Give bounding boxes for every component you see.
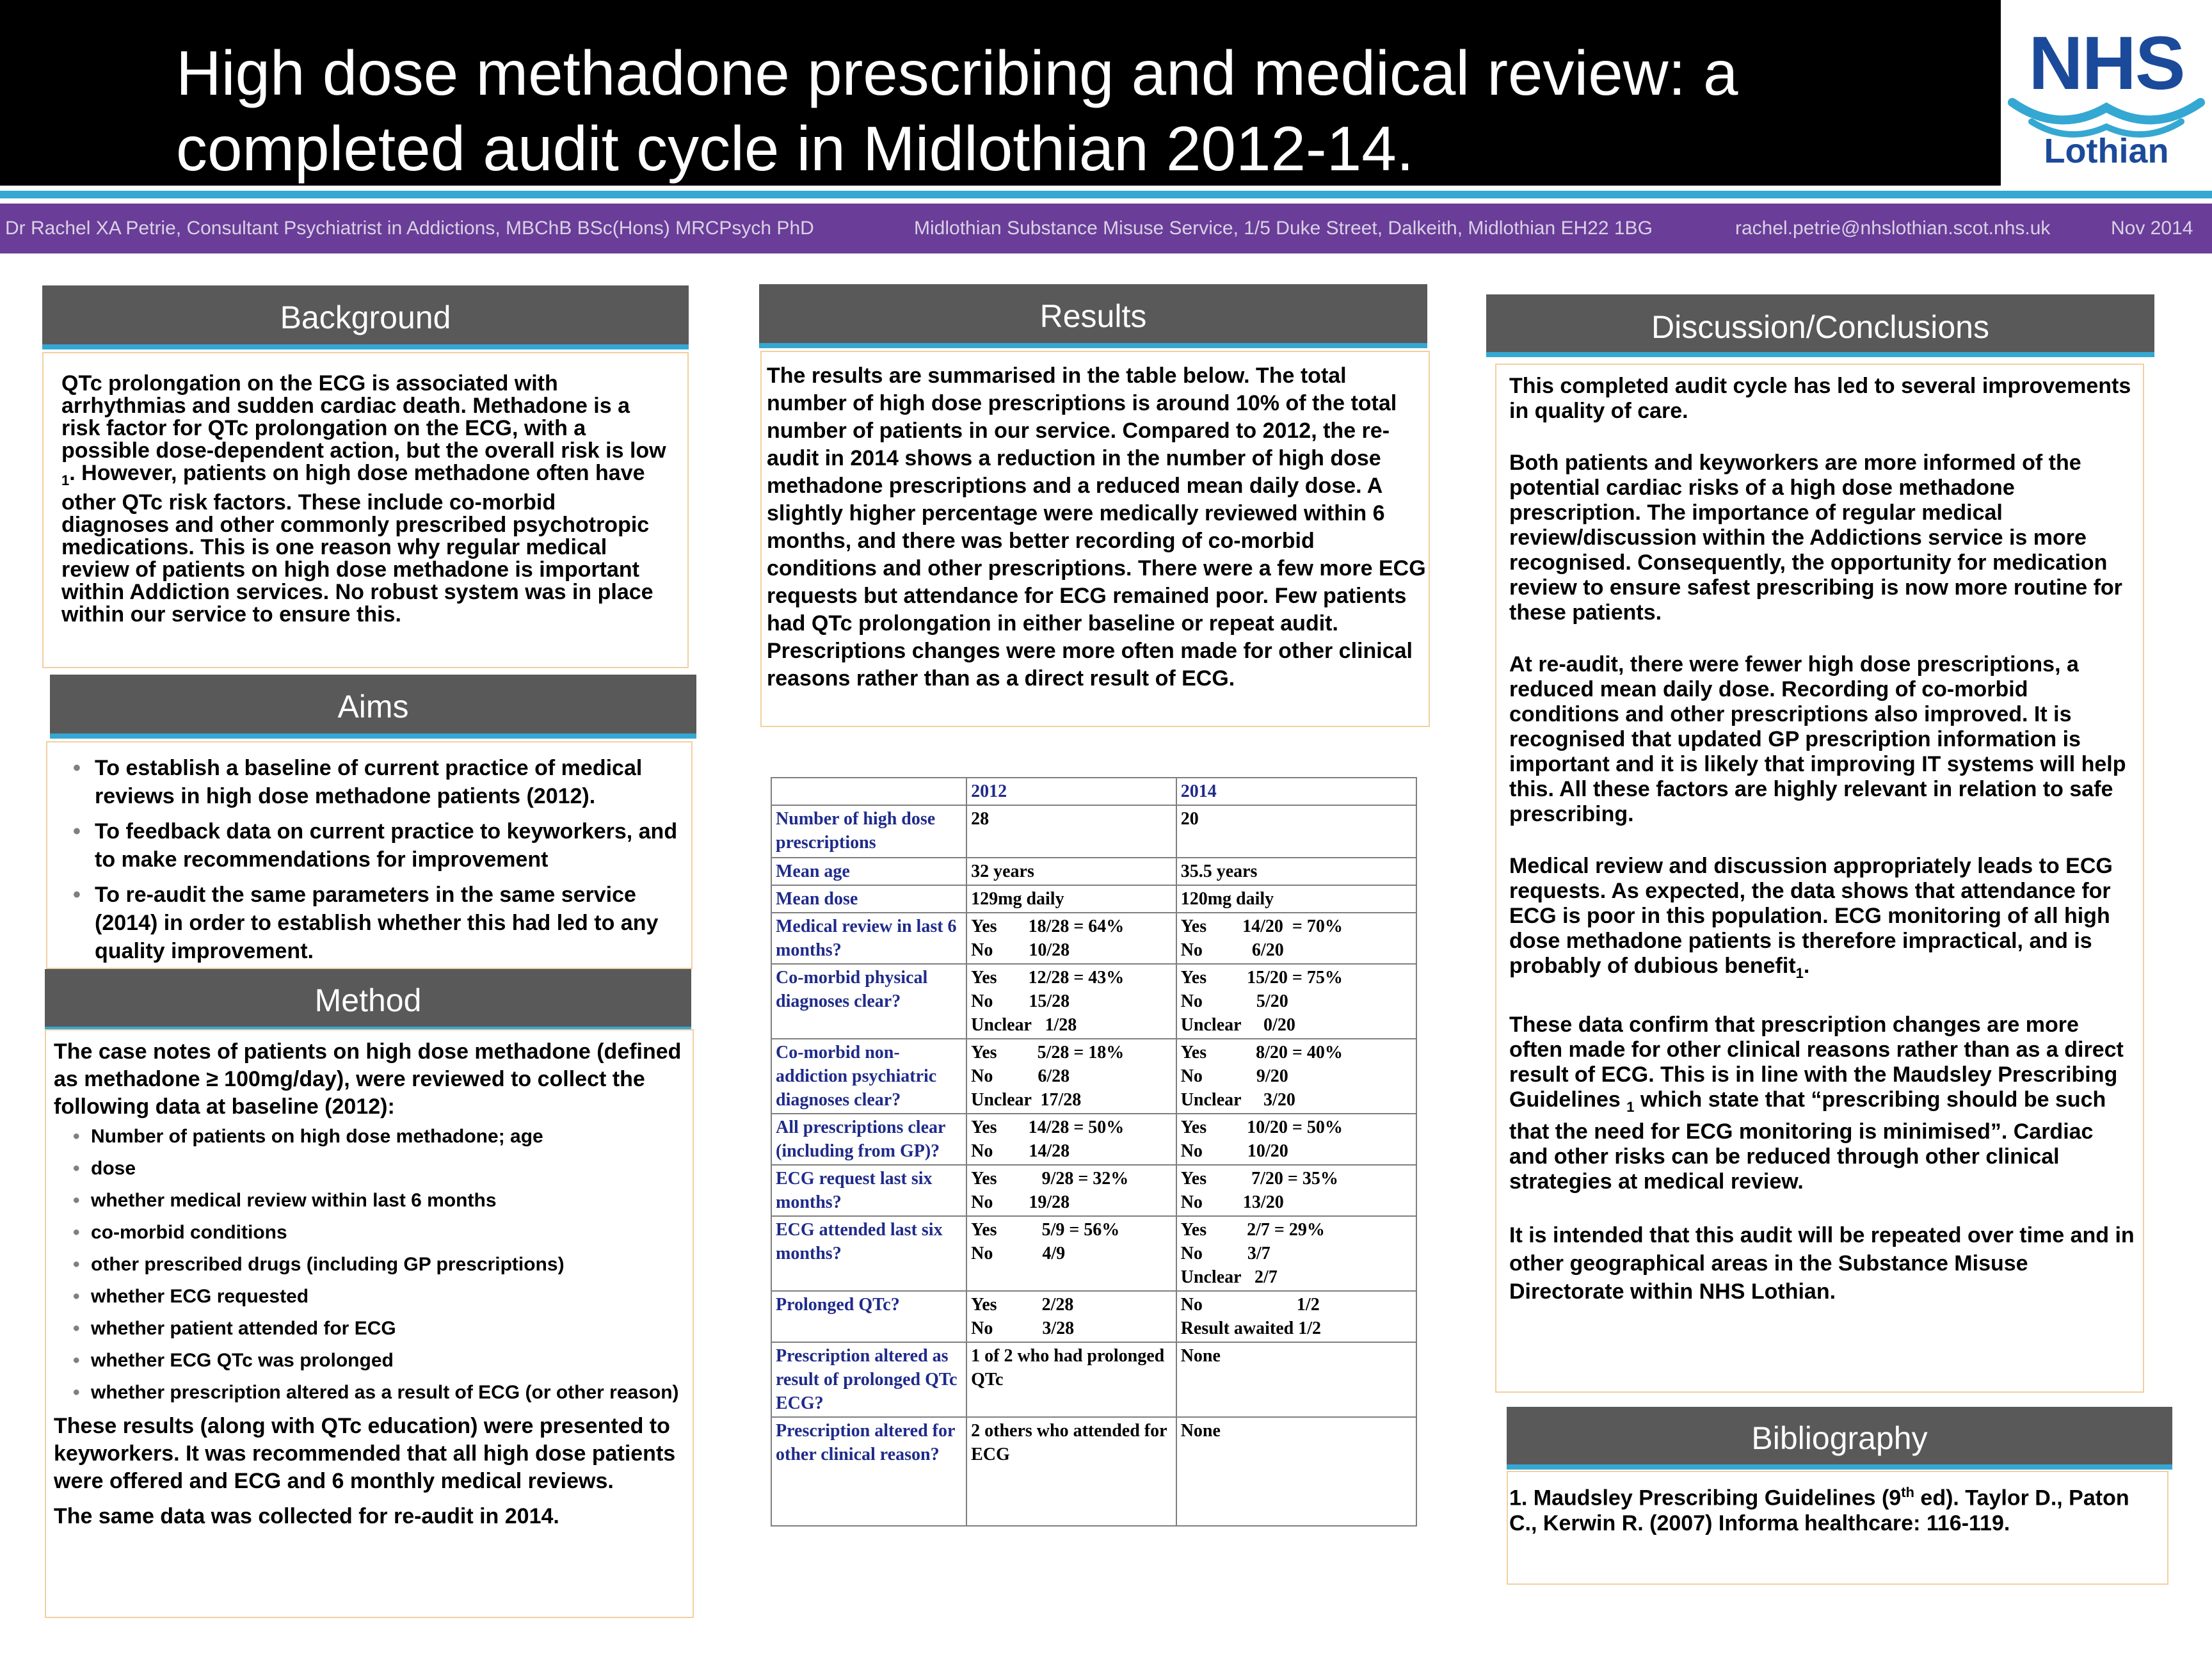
cell-2012: 2 others who attended for ECG	[966, 1417, 1176, 1526]
cell-2014: Yes 7/20 = 35% No 13/20	[1176, 1165, 1416, 1216]
aims-list	[56, 754, 684, 965]
cell-2014: None	[1176, 1342, 1416, 1417]
row-label: ECG attended last six months?	[771, 1216, 966, 1291]
discussion-para: Medical review and discussion appropriately leads to ECG requests. As expected, the data shows that attendance for ECG is poor in this population. ECG monitoring of all high dose methadone patients is therefore impractical, and is probably of dubious benefit$_1$.	[1509, 854, 2113, 981]
list-item: • To establish a baseline of current practice of medical reviews in high dose methadone patients (2012).	[56, 754, 684, 810]
results-text: The results are summarised in the table below. The total number of high dose prescriptions is around 10% of the total number of patients in our service. Compared to 2012, the re-audit in 2014 shows a reduction in the number of high dose methadone prescriptions and a reduced mean daily dose. A slightly higher percentage were medically reviewed within 6 months, and there was better recording of co-morbid conditions and other prescriptions. There were a few more ECG requests but attendance for ECG remained poor. Few patients had QTc prolongation in either baseline or repeat audit. Prescriptions changes were more often made for other clinical reasons rather than as a direct result of ECG.	[767, 364, 1426, 691]
row-label: Co-morbid physical diagnoses clear?	[771, 964, 966, 1039]
table-row	[771, 1165, 1416, 1216]
cell-2014: Yes 14/20 = 70% No 6/20	[1176, 913, 1416, 964]
author-email[interactable]: rachel.petrie@nhslothian.scot.nhs.uk	[1735, 218, 2051, 239]
table-row	[771, 913, 1416, 964]
background-text: QTc prolongation on the ECG is associated with arrhythmias and sudden cardiac death. Methadone is a risk factor for QTc prolongation on the ECG, with a possible dose-dependent action, but the overall risk is low $_1$. However, patients on high dose methadone often have other QTc risk factors. These include co-morbid diagnoses and other commonly prescribed psychotropic medications. This is one reason why regular medical review of patients on high dose methadone is important within Addiction services. No robust system was in place within our service to ensure this.	[61, 371, 666, 627]
background-heading: Background	[42, 285, 689, 349]
table-row	[771, 1039, 1416, 1114]
list-item: • other prescribed drugs (including GP prescriptions)	[54, 1253, 685, 1276]
cell-2014: Yes 8/20 = 40% No 9/20 Unclear 3/20	[1176, 1039, 1416, 1114]
list-item: • whether medical review within last 6 months	[54, 1189, 685, 1212]
method-heading: Method	[45, 969, 691, 1032]
table-row	[771, 805, 1416, 858]
cell-2014: 35.5 years	[1176, 858, 1416, 885]
table-row	[771, 1291, 1416, 1342]
results-heading: Results	[759, 284, 1427, 348]
list-item: • To re-audit the same parameters in the same service (2014) in order to establish whether this had led to any quality improvement.	[56, 881, 684, 965]
cell-2012: 28	[966, 805, 1176, 858]
aims-heading: Aims	[50, 675, 696, 739]
row-label: ECG request last six months?	[771, 1165, 966, 1216]
bibliography-box	[1507, 1471, 2168, 1585]
bibliography-heading: Bibliography	[1507, 1407, 2172, 1470]
discussion-para: This completed audit cycle has led to several improvements in quality of care.	[1509, 374, 2131, 423]
method-intro: The case notes of patients on high dose methadone (defined as methadone ≥ 100mg/day), were reviewed to collect the following data at baseline (2012):	[54, 1039, 682, 1119]
discussion-para: These data confirm that prescription changes are more often made for other clinical reasons rather than as a direct result of ECG. This is in line with the Maudsley Prescribing Guidelines $_1$ which state that “prescribing should be such that the need for ECG monitoring is minimised”. Cardiac and other risks can be reduced through other clinical strategies at medical review.	[1509, 1012, 2124, 1194]
table-row	[771, 964, 1416, 1039]
list-item: • co-morbid conditions	[54, 1221, 685, 1244]
cell-2012: 1 of 2 who had prolonged QTc	[966, 1342, 1176, 1417]
row-label: Co-morbid non-addiction psychiatric diagnoses clear?	[771, 1039, 966, 1114]
table-row	[771, 1114, 1416, 1165]
list-item: • whether prescription altered as a result of ECG (or other reason)	[54, 1381, 685, 1404]
cell-2014: 120mg daily	[1176, 885, 1416, 913]
method-presentation-text: These results (along with QTc education) were presented to keyworkers. It was recommended that all high dose patients were offered and ECG and 6 monthly medical reviews.	[54, 1414, 676, 1493]
row-label: Prescription altered as result of prolonged QTc ECG?	[771, 1342, 966, 1417]
poster-date: Nov 2014	[2111, 218, 2193, 239]
cell-2014: No 1/2 Result awaited 1/2	[1176, 1291, 1416, 1342]
table-row	[771, 1417, 1416, 1526]
cell-2012: Yes 12/28 = 43% No 15/28 Unclear 1/28	[966, 964, 1176, 1039]
column-header	[771, 778, 966, 805]
cell-2012: Yes 2/28 No 3/28	[966, 1291, 1176, 1342]
cell-2012: Yes 5/9 = 56% No 4/9	[966, 1216, 1176, 1291]
background-box	[42, 352, 689, 668]
cell-2014: None	[1176, 1417, 1416, 1526]
nhs-lothian-logo	[2001, 0, 2212, 191]
column-header: 2014	[1176, 778, 1416, 805]
bibliography-reference: 1. Maudsley Prescribing Guidelines (9th ed). Taylor D., Paton C., Kerwin R. (2007) Informa healthcare: 116-119.	[1509, 1484, 2129, 1536]
cell-2012: Yes 5/28 = 18% No 6/28 Unclear 17/28	[966, 1039, 1176, 1114]
method-list	[54, 1125, 685, 1404]
discussion-box	[1495, 364, 2144, 1393]
cell-2012: Yes 14/28 = 50% No 14/28	[966, 1114, 1176, 1165]
method-box	[45, 1029, 694, 1618]
discussion-para: At re-audit, there were fewer high dose prescriptions, a reduced mean daily dose. Recording of co-morbid conditions and other prescriptions also improved. It is recognised that updated GP prescription information is important and it is likely that improving IT systems will help this. All these factors are highly relevant in relation to safe prescribing.	[1509, 652, 2126, 826]
cell-2012: 129mg daily	[966, 885, 1176, 913]
row-label: Number of high dose prescriptions	[771, 805, 966, 858]
cell-2012: 32 years	[966, 858, 1176, 885]
table-row	[771, 858, 1416, 885]
results-box	[760, 351, 1430, 727]
list-item: • whether ECG requested	[54, 1285, 685, 1308]
header-divider	[0, 191, 2212, 198]
cell-2014: Yes 10/20 = 50% No 10/20	[1176, 1114, 1416, 1165]
table-row	[771, 1342, 1416, 1417]
table-header-row	[771, 778, 1416, 805]
logo-nhs-text: NHS	[2028, 21, 2184, 106]
row-label: All prescriptions clear (including from GP)?	[771, 1114, 966, 1165]
table-row	[771, 1216, 1416, 1291]
author-bar	[0, 204, 2212, 253]
cell-2012: Yes 18/28 = 64% No 10/28	[966, 913, 1176, 964]
discussion-heading: Discussion/Conclusions	[1486, 294, 2154, 357]
list-item: • whether ECG QTc was prolonged	[54, 1349, 685, 1372]
discussion-para: Both patients and keyworkers are more informed of the potential cardiac risks of a high dose methadone prescription. The importance of regular medical review/discussion within the Addictions service is more recognised. Consequently, the opportunity for medication review to ensure safest prescribing is now more routine for these patients.	[1509, 451, 2122, 625]
service-address: Midlothian Substance Misuse Service, 1/5 Duke Street, Dalkeith, Midlothian EH22 1BG	[914, 218, 1653, 239]
method-reaudit-text: The same data was collected for re-audit in 2014.	[54, 1504, 559, 1528]
cell-2014: Yes 15/20 = 75% No 5/20 Unclear 0/20	[1176, 964, 1416, 1039]
row-label: Medical review in last 6 months?	[771, 913, 966, 964]
aims-box	[46, 741, 693, 969]
cell-2014: 20	[1176, 805, 1416, 858]
list-item: • To feedback data on current practice to keyworkers, and to make recommendations for improvement	[56, 817, 684, 874]
results-table	[771, 777, 1417, 1527]
poster-title: High dose methadone prescribing and medical review: a completed audit cycle in Midlothian 2012-14.	[176, 38, 1738, 184]
row-label: Prescription altered for other clinical reason?	[771, 1417, 966, 1526]
cell-2014: Yes 2/7 = 29% No 3/7 Unclear 2/7	[1176, 1216, 1416, 1291]
row-label: Prolonged QTc?	[771, 1291, 966, 1342]
logo-org-text: Lothian	[2044, 132, 2169, 170]
table-row	[771, 885, 1416, 913]
list-item: • whether patient attended for ECG	[54, 1317, 685, 1340]
author-name: Dr Rachel XA Petrie, Consultant Psychiatrist in Addictions, MBChB BSc(Hons) MRCPsych PhD	[5, 218, 814, 239]
row-label: Mean dose	[771, 885, 966, 913]
discussion-para: It is intended that this audit will be repeated over time and in other geographical areas in the Substance Misuse Directorate within NHS Lothian.	[1509, 1222, 2135, 1304]
list-item: • dose	[54, 1157, 685, 1180]
cell-2012: Yes 9/28 = 32% No 19/28	[966, 1165, 1176, 1216]
row-label: Mean age	[771, 858, 966, 885]
column-header: 2012	[966, 778, 1176, 805]
list-item: • Number of patients on high dose methadone; age	[54, 1125, 685, 1148]
